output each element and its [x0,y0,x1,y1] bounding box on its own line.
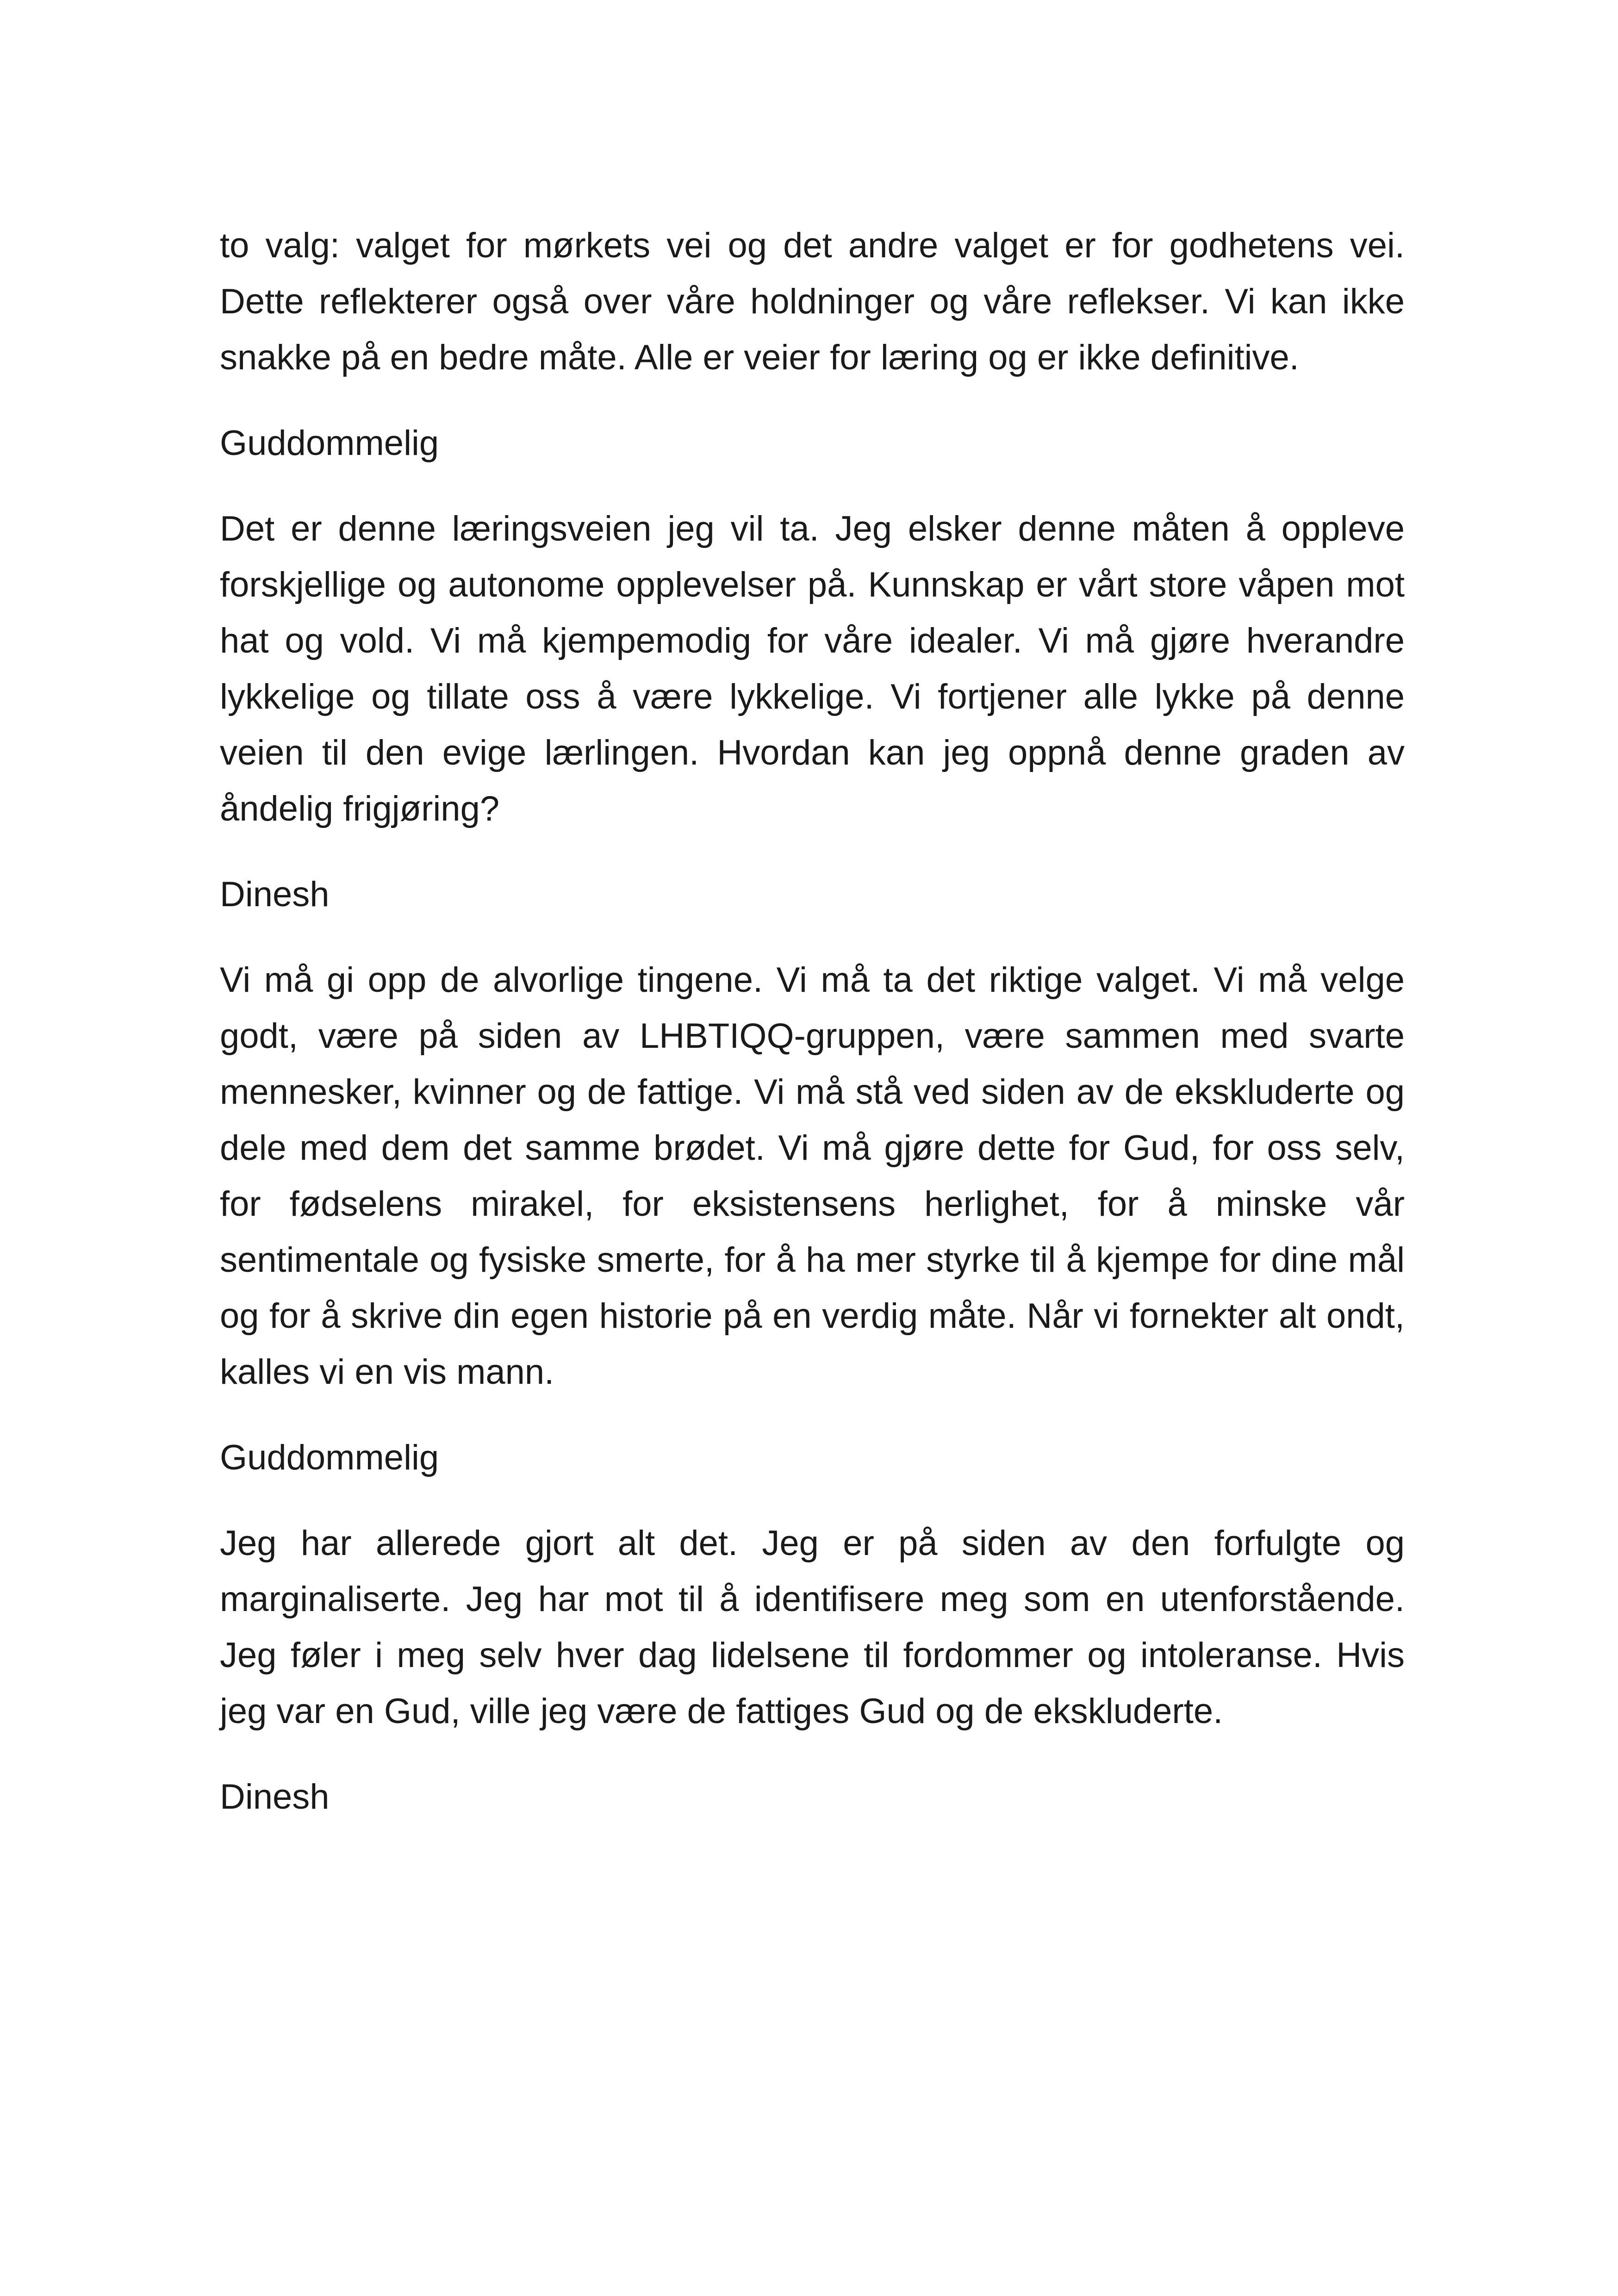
speaker-name: Dinesh [220,1777,330,1817]
speaker-name: Dinesh [220,875,330,914]
paragraph: Det er denne læringsveien jeg vil ta. Jeg elsker denne måten å oppleve forskjellige og autonome opplevelser på. Kunnskap er vårt store våpen mot hat og vold. Vi må kjempemodig for våre idealer. Vi må gjøre hverandre lykkelige og tillate oss å være lykkelige. Vi fortjener alle lykke på denne veien til den evige lærlingen. Hvordan kan jeg oppnå denne graden av åndelig frigjøring? [220,509,1405,828]
paragraph: Vi må gi opp de alvorlige tingene. Vi må ta det riktige valget. Vi må velge godt, være på siden av LHBTIQQ-gruppen, være sammen med svarte mennesker, kvinner og de fattige. Vi må stå ved siden av de ekskluderte og dele med dem det samme brødet. Vi må gjøre dette for Gud, for oss selv, for fødselens mirakel, for eksistensens herlighet, for å minske vår sentimentale og fysiske smerte, for å ha mer styrke til å kjempe for dine mål og for å skrive din egen historie på en verdig måte. Når vi fornekter alt ondt, kalles vi en vis mann. [220,960,1405,1392]
paragraph: to valg: valget for mørkets vei og det andre valget er for godhetens vei. Dette reflekterer også over våre holdninger og våre reflekser. Vi kan ikke snakke på en bedre måte. Alle er veier for læring og er ikke definitive. [220,226,1405,377]
speaker-name: Guddommelig [220,1438,439,1477]
speaker-name: Guddommelig [220,423,439,463]
paragraph: Jeg har allerede gjort alt det. Jeg er på siden av den forfulgte og marginaliserte. Jeg har mot til å identifisere meg som en utenforstående. Jeg føler i meg selv hver dag lidelsene til fordommer og intoleranse. Hvis jeg var en Gud, ville jeg være de fattiges Gud og de ekskluderte. [220,1524,1405,1731]
document-page [220,218,1405,1854]
